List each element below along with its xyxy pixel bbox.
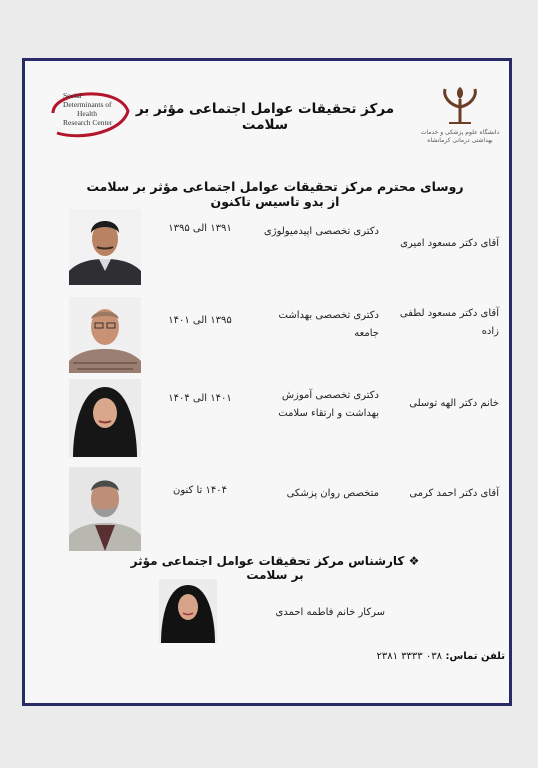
university-logo-caption: دانشگاه علوم پزشکی و خدمات بهداشتی درمانی کرمانشاه (420, 129, 500, 144)
document-frame (22, 58, 512, 706)
head-period: ۱۳۹۵ الی ۱۴۰۱ (168, 315, 232, 326)
head-degree: دکتری تخصصی آموزش بهداشت و ارتقاء سلامت (278, 390, 379, 419)
logo-text-line: Research Center (63, 118, 113, 127)
contact-phone (325, 651, 505, 662)
contact-number: ۰۳۸ ۳۳۳۳ ۲۳۸۱ (376, 651, 442, 662)
head-degree: دکتری تخصصی اپیدمیولوژی (263, 226, 379, 237)
heads-section-title: روسای محترم مرکز تحقیقات عوامل اجتماعی مؤثر بر سلامت از بدو تاسیس تاکنون (86, 179, 464, 209)
expert-name: سرکار خانم فاطمه احمدی (275, 607, 385, 618)
head-period: ۱۴۰۱ الی ۱۴۰۴ (168, 393, 232, 404)
contact-label: تلفن تماس: (445, 651, 505, 662)
university-logo (415, 85, 505, 155)
portrait-photo (69, 467, 141, 551)
expert-photo (159, 579, 217, 643)
head-name: آقای دکتر مسعود لطفی زاده (399, 308, 499, 337)
head-period: ۱۴۰۴ تا کنون (173, 485, 227, 496)
portrait-photo (69, 297, 141, 373)
portrait-photo (69, 379, 141, 457)
logo-text-line: Health (77, 109, 97, 118)
head-degree: متخصص روان پزشکی (286, 488, 379, 499)
expert-section-title: ❖ کارشناس مرکز تحقیقات عوامل اجتماعی مؤثر بر سلامت (130, 554, 420, 582)
university-emblem-icon (415, 85, 505, 125)
head-period: ۱۳۹۱ الی ۱۳۹۵ (168, 223, 232, 234)
head-name: آقای دکتر مسعود امیری (400, 238, 499, 249)
research-center-logo (43, 83, 133, 143)
head-degree: دکتری تخصصی بهداشت جامعه (278, 310, 379, 339)
logo-text-line: Determinants of (63, 100, 112, 109)
page-title: مرکز تحقیقات عوامل اجتماعی مؤثر بر سلامت (135, 101, 395, 133)
logo-text-line: Social (63, 91, 82, 100)
head-name: خانم دکتر الهه توسلی (409, 398, 499, 409)
head-name: آقای دکتر احمد کرمی (409, 488, 499, 499)
portrait-photo (69, 209, 141, 285)
